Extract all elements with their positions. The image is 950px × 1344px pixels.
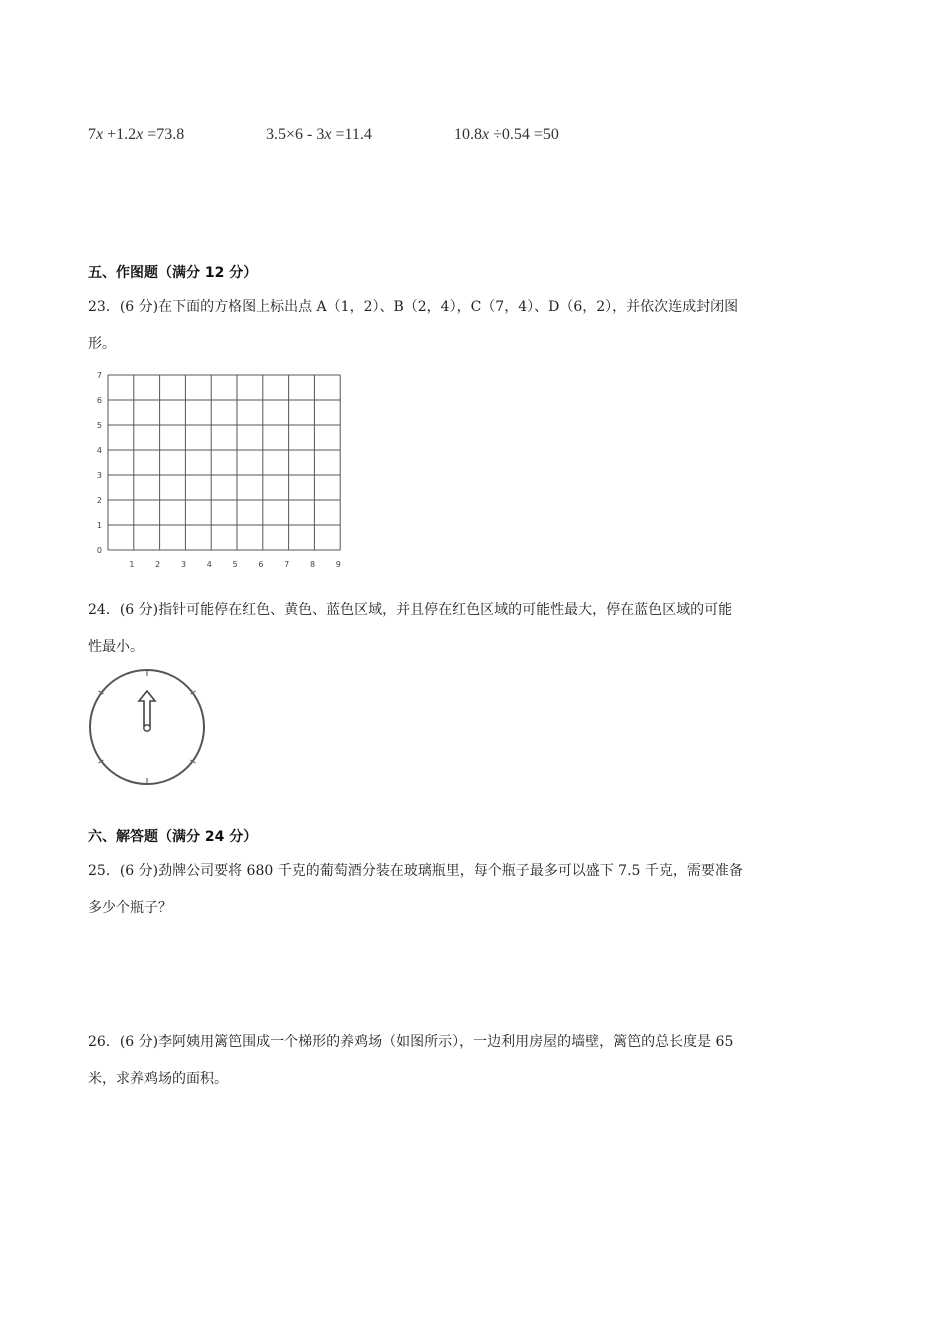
equation-2-lhs: 3.5×6 - 3 xyxy=(266,126,325,143)
grid-x-tick-label: 4 xyxy=(206,560,212,569)
grid-y-tick-label: 3 xyxy=(96,471,102,480)
q24-line-2: 性最小。 xyxy=(88,639,144,655)
section-5-title: 五、作图题（满分 12 分） xyxy=(88,265,258,281)
grid-y-tick-label: 4 xyxy=(96,446,102,455)
equation-1-rhs: =73.8 xyxy=(143,126,185,143)
grid-x-tick-label: 9 xyxy=(335,560,341,569)
pointer-arrow-icon xyxy=(139,691,155,726)
coordinate-grid xyxy=(92,364,352,574)
equation-1-coef: 7 xyxy=(88,126,96,143)
grid-y-tick-label: 5 xyxy=(96,421,102,430)
grid-y-tick-label: 6 xyxy=(96,396,102,405)
equation-2-var: x xyxy=(324,126,332,143)
equation-3 xyxy=(454,126,559,144)
equation-1-mid: +1.2 xyxy=(103,126,137,143)
equation-2-rhs: =11.4 xyxy=(331,126,372,143)
spinner-dial xyxy=(84,664,212,792)
q26-line-2: 米，求养鸡场的面积。 xyxy=(88,1071,228,1087)
q23-line-2: 形。 xyxy=(88,336,116,352)
grid-x-tick-label: 8 xyxy=(309,560,316,569)
q26-line-1: 26．(6 分)李阿姨用篱笆围成一个梯形的养鸡场（如图所示），一边利用房屋的墙壁，篱笆的总长度是 65 xyxy=(88,1034,734,1050)
equation-1 xyxy=(88,126,184,144)
grid-x-tick-label: 7 xyxy=(284,560,290,569)
grid-x-tick-label: 6 xyxy=(258,560,264,569)
grid-x-tick-label: 3 xyxy=(180,560,187,569)
q25-line-1: 25．(6 分)劲牌公司要将 680 千克的葡萄酒分装在玻璃瓶里，每个瓶子最多可以盛下 7.5 千克，需要准备 xyxy=(88,863,743,879)
equation-3-var: x xyxy=(482,126,490,143)
equation-1-var: x xyxy=(96,126,104,143)
equation-3-rhs: ÷0.54 =50 xyxy=(489,126,559,143)
grid-y-tick-label: 7 xyxy=(96,371,102,380)
grid-x-tick-label: 5 xyxy=(232,560,238,569)
q23-line-1: 23．(6 分)在下面的方格图上标出点 A（1，2）、B（2，4），C（7，4）、D（6，2），并依次连成封闭图 xyxy=(88,299,739,315)
equation-3-coef: 10.8 xyxy=(454,126,482,143)
q25-line-2: 多少个瓶子？ xyxy=(88,900,172,916)
equation-2 xyxy=(266,126,372,144)
equation-1-var2: x xyxy=(136,126,144,143)
grid-y-tick-label: 1 xyxy=(96,521,102,530)
grid-x-tick-label: 2 xyxy=(155,560,161,569)
section-6-title: 六、解答题（满分 24 分） xyxy=(88,829,258,845)
grid-x-tick-label: 1 xyxy=(129,560,135,569)
pivot-dot xyxy=(144,725,150,731)
grid-y-tick-label: 2 xyxy=(96,496,102,505)
q24-line-1: 24．(6 分)指针可能停在红色、黄色、蓝色区域，并且停在红色区域的可能性最大，停在蓝色区域的可能 xyxy=(88,602,733,618)
grid-y-tick-label: 0 xyxy=(96,546,102,555)
